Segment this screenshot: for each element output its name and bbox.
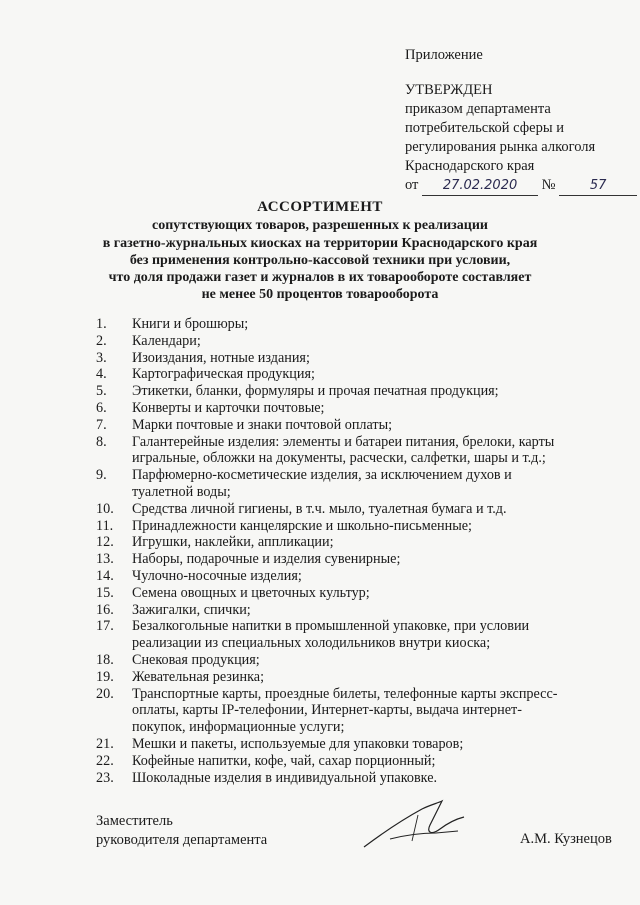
list-item-line: Чулочно-носочные изделия;: [132, 567, 302, 584]
title-line: сопутствующих товаров, разрешенных к реализации: [152, 218, 488, 234]
list-item: [96, 585, 616, 602]
document-title: [70, 199, 570, 304]
list-item-number: 5.: [96, 383, 107, 400]
list-item-text: [132, 618, 616, 652]
list-item-line: оплаты, карты IP-телефонии, Интернет-карты, выдача интернет-: [132, 702, 522, 719]
list-item-number: 12.: [96, 534, 114, 551]
list-item-number: 10.: [96, 500, 114, 517]
list-item-line: игральные, обложки на документы, расчески, салфетки, шары и т.д.;: [132, 450, 546, 467]
order-date: 27.02.2020: [422, 176, 538, 196]
list-item-text: [132, 669, 616, 686]
list-item: [96, 467, 616, 501]
list-item-number: 9.: [96, 467, 107, 484]
date-prefix: от: [405, 177, 419, 193]
list-item: [96, 400, 616, 417]
number-prefix: №: [541, 177, 556, 193]
list-item: [96, 736, 616, 753]
order-date-line: [405, 176, 635, 196]
list-item: [96, 434, 616, 468]
list-item-text: [132, 501, 616, 518]
approval-block: [405, 46, 635, 196]
position-line: Заместитель: [96, 813, 173, 829]
title-line: что доля продажи газет и журналов в их товарообороте составляет: [108, 270, 532, 286]
list-item-text: [132, 434, 616, 468]
list-item-number: 15.: [96, 584, 114, 601]
list-item-number: 16.: [96, 601, 114, 618]
list-item-number: 21.: [96, 735, 114, 752]
list-item-text: [132, 316, 616, 333]
list-item: [96, 333, 616, 350]
list-item-line: Мешки и пакеты, используемые для упаковки товаров;: [132, 735, 464, 752]
approved-line: Краснодарского края: [405, 158, 535, 174]
list-item-line: Изоиздания, нотные издания;: [132, 349, 310, 366]
list-item-number: 13.: [96, 551, 114, 568]
list-item-number: 19.: [96, 668, 114, 685]
list-item: [96, 753, 616, 770]
title-line: не менее 50 процентов товарооборота: [201, 287, 439, 303]
approved-line: приказом департамента: [405, 101, 551, 117]
list-item-text: [132, 333, 616, 350]
list-item-number: 8.: [96, 433, 107, 450]
list-item-line: Наборы, подарочные и изделия сувенирные;: [132, 551, 401, 568]
list-item-text: [132, 753, 616, 770]
list-item-number: 14.: [96, 567, 114, 584]
list-item: [96, 551, 616, 568]
list-item: [96, 652, 616, 669]
list-item-line: Снековая продукция;: [132, 651, 260, 668]
list-item: [96, 770, 616, 787]
list-item-text: [132, 568, 616, 585]
list-item-text: [132, 467, 616, 501]
signer-name: А.М. Кузнецов: [520, 831, 612, 847]
list-item-text: [132, 534, 616, 551]
list-item-line: реализации из специальных холодильников внутри киоска;: [132, 635, 491, 652]
approved-line: регулирования рынка алкоголя: [405, 139, 596, 155]
title-main: АССОРТИМЕНТ: [257, 199, 383, 215]
handwritten-signature: [360, 795, 470, 855]
list-item-line: Этикетки, бланки, формуляры и прочая печатная продукция;: [132, 383, 499, 400]
list-item-text: [132, 585, 616, 602]
signature-position: [96, 812, 267, 850]
list-item-text: [132, 551, 616, 568]
list-item: [96, 501, 616, 518]
list-item-number: 3.: [96, 349, 107, 366]
list-item-text: [132, 383, 616, 400]
list-item-number: 1.: [96, 316, 107, 332]
list-item-line: Картографическая продукция;: [132, 366, 315, 383]
list-item-number: 2.: [96, 332, 107, 349]
list-item: [96, 383, 616, 400]
list-item-line: покупок, информационные услуги;: [132, 719, 345, 736]
list-item: [96, 350, 616, 367]
list-item-number: 11.: [96, 517, 114, 534]
assortment-list: [96, 316, 616, 786]
list-item: [96, 618, 616, 652]
list-item-line: Жевательная резинка;: [132, 668, 265, 685]
order-number: 57: [559, 176, 637, 196]
list-item-line: Конверты и карточки почтовые;: [132, 399, 325, 416]
list-item-number: 4.: [96, 366, 107, 383]
list-item: [96, 366, 616, 383]
list-item: [96, 669, 616, 686]
list-item: [96, 518, 616, 535]
list-item-number: 7.: [96, 416, 107, 433]
list-item-line: Принадлежности канцелярские и школьно-письменные;: [132, 517, 472, 534]
list-item-line: Шоколадные изделия в индивидуальной упаковке.: [132, 769, 438, 786]
list-item-number: 23.: [96, 769, 114, 786]
list-item: [96, 568, 616, 585]
list-item-line: Средства личной гигиены, в т.ч. мыло, туалетная бумага и т.д.: [132, 500, 507, 517]
list-item-number: 17.: [96, 618, 114, 635]
list-item-line: Календари;: [132, 332, 201, 349]
list-item: [96, 686, 616, 736]
list-item-number: 18.: [96, 651, 114, 668]
list-item-line: Зажигалки, спички;: [132, 601, 251, 618]
list-item-line: Семена овощных и цветочных культур;: [132, 584, 370, 601]
list-item-number: 6.: [96, 399, 107, 416]
list-item-text: [132, 770, 616, 787]
list-item-line: Парфюмерно-косметические изделия, за исключением духов и: [132, 467, 512, 484]
title-line: без применения контрольно-кассовой техники при условии,: [129, 252, 511, 268]
approved-label: УТВЕРЖДЕН: [405, 82, 493, 98]
title-line: в газетно-журнальных киосках на территории Краснодарского края: [102, 235, 538, 251]
list-item-text: [132, 417, 616, 434]
list-item-line: Игрушки, наклейки, аппликации;: [132, 534, 334, 551]
list-item-line: Транспортные карты, проездные билеты, телефонные карты экспресс-: [132, 685, 558, 702]
list-item-line: Галантерейные изделия: элементы и батареи питания, брелоки, карты: [132, 433, 555, 450]
list-item-number: 20.: [96, 685, 114, 702]
list-item: [96, 534, 616, 551]
list-item-text: [132, 602, 616, 619]
appendix-label: Приложение: [405, 47, 483, 63]
approved-line: потребительской сферы и: [405, 120, 564, 136]
list-item-text: [132, 350, 616, 367]
list-item-line: туалетной воды;: [132, 483, 231, 500]
list-item-text: [132, 400, 616, 417]
list-item-number: 22.: [96, 752, 114, 769]
list-item-text: [132, 366, 616, 383]
list-item: [96, 316, 616, 333]
position-line: руководителя департамента: [96, 832, 268, 848]
list-item-text: [132, 686, 616, 736]
list-item-text: [132, 518, 616, 535]
list-item: [96, 417, 616, 434]
list-item-text: [132, 736, 616, 753]
list-item-line: Марки почтовые и знаки почтовой оплаты;: [132, 416, 393, 433]
list-item: [96, 602, 616, 619]
list-item-text: [132, 652, 616, 669]
list-item-line: Кофейные напитки, кофе, чай, сахар порционный;: [132, 752, 436, 769]
list-item-line: Безалкогольные напитки в промышленной упаковке, при условии: [132, 618, 530, 635]
list-item-line: Книги и брошюры;: [132, 316, 249, 332]
